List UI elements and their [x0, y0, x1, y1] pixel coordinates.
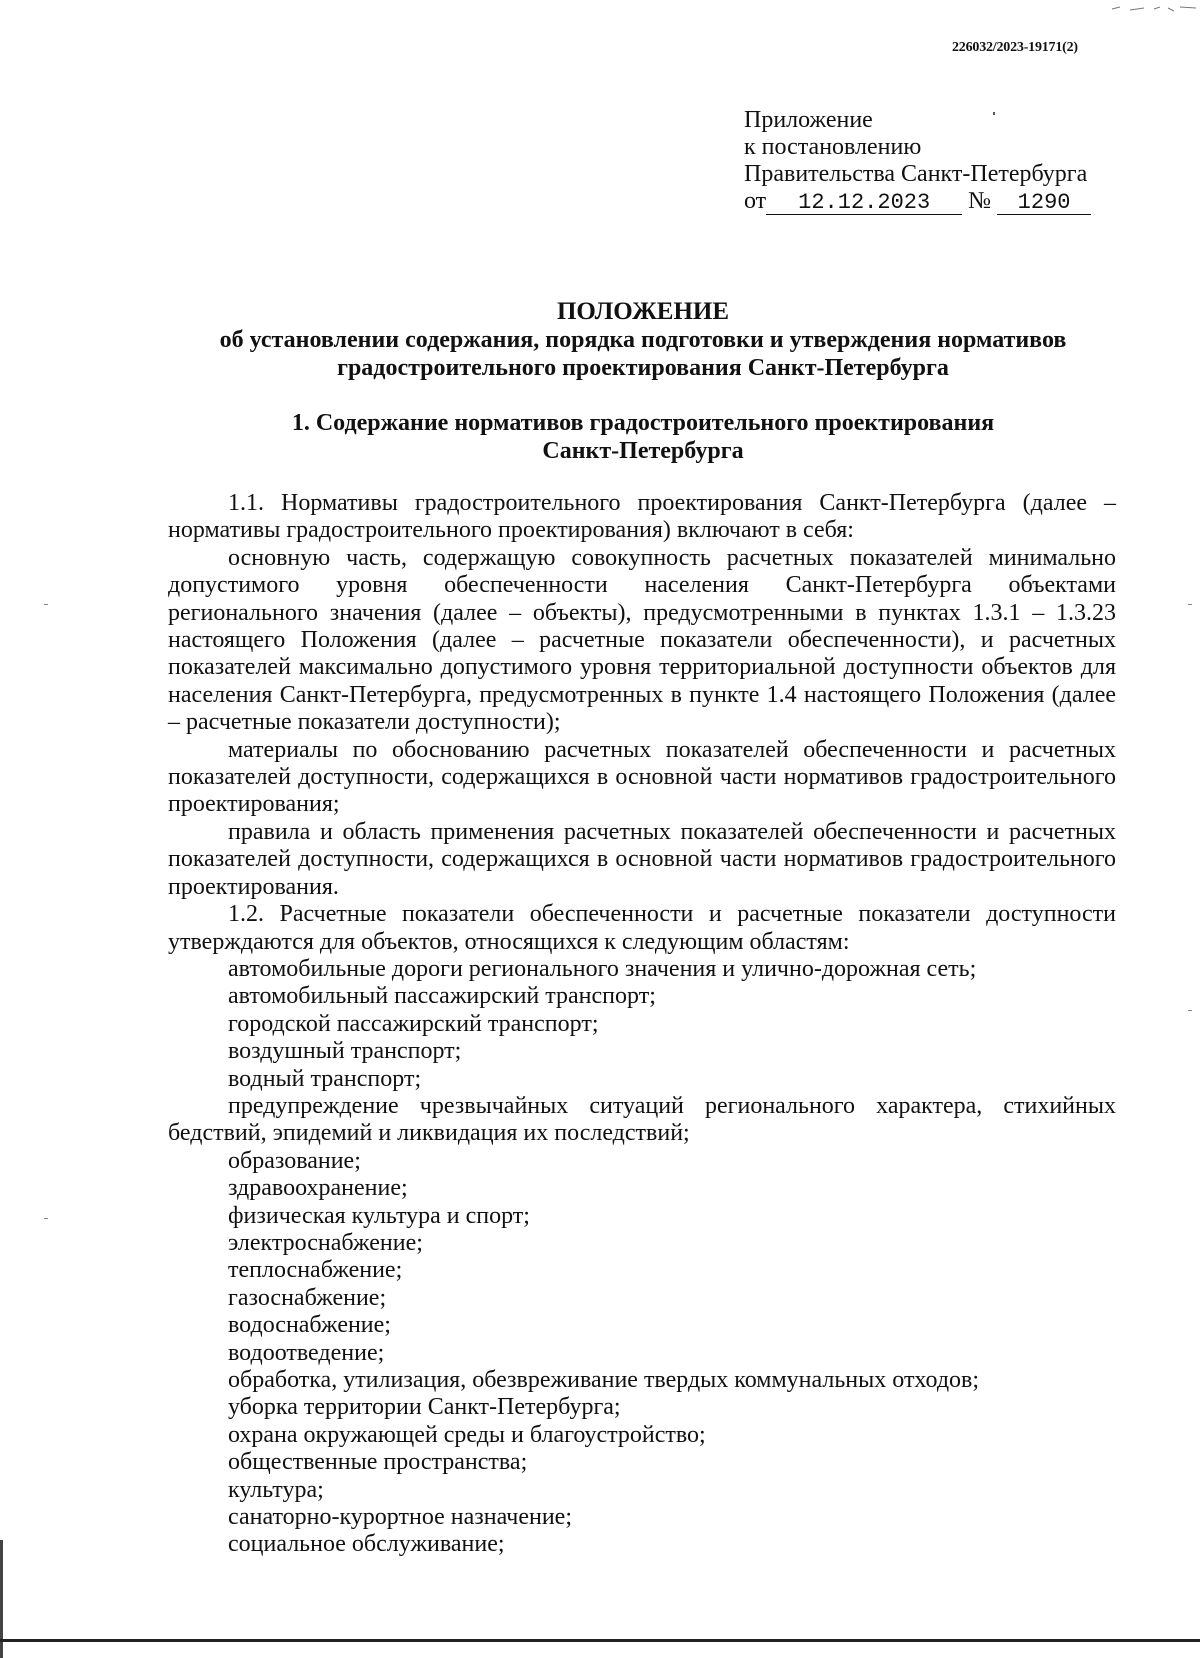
list-item: общественные пространства; — [228, 1449, 528, 1476]
paragraph-main-part: основную часть, содержащую совокупность расчетных показателей минимально допустимого уровня обеспеченности населения Санкт-Петербурга объектами регионального значения (далее – объекты), предусмотренными в пунктах 1.3.1 – 1.3.23 настоящего Положения (далее – расчетные показатели обеспеченности), и расчетных показателей максимально допустимого уровня территориальной доступности объектов для населения Санкт-Петербурга, предусмотренных в пункте 1.4 настоящего Положения (далее – расчетные показатели доступности); — [168, 544, 1116, 736]
scan-margin-mark — [44, 1218, 48, 1219]
list-item: охрана окружающей среды и благоустройство; — [228, 1421, 706, 1448]
appendix-line-1: Приложение — [744, 107, 873, 133]
document-registration-number: 226032/2023-19171(2) — [952, 40, 1078, 55]
list-item: воздушный транспорт; — [228, 1038, 462, 1065]
scan-margin-mark — [44, 604, 48, 605]
list-item: городской пассажирский транспорт; — [228, 1010, 599, 1037]
appendix-line-2: к постановлению — [744, 134, 922, 160]
paragraph-1-2: 1.2. Расчетные показатели обеспеченности и расчетные показатели доступности утверждаются для объектов, относящихся к следующим областям: — [168, 901, 1116, 955]
list-item: обработка, утилизация, обезвреживание твердых коммунальных отходов; — [228, 1367, 980, 1393]
list-item: электроснабжение; — [228, 1229, 423, 1256]
appendix-block — [744, 107, 1104, 215]
list-item: социальное обслуживание; — [228, 1531, 505, 1558]
scan-corner-smudge — [1110, 0, 1200, 8]
section-1-heading-line-2: Санкт-Петербурга — [542, 438, 744, 464]
scan-margin-mark — [1188, 604, 1192, 605]
section-1-heading-line-1: 1. Содержание нормативов градостроительного проектирования — [291, 410, 995, 436]
appendix-date-line — [744, 188, 1104, 215]
resolution-number: 1290 — [997, 191, 1091, 215]
list-item: газоснабжение; — [228, 1284, 387, 1311]
list-item: водоотведение; — [228, 1339, 385, 1366]
section-1-heading — [168, 409, 1118, 465]
document-title: ПОЛОЖЕНИЕ — [556, 298, 730, 325]
list-item: водный транспорт; — [228, 1065, 422, 1092]
list-item: водоснабжение; — [228, 1312, 391, 1339]
paragraph-1-1: 1.1. Нормативы градостроительного проектирования Санкт-Петербурга (далее – нормативы градостроительного проектирования) включают в себя: — [168, 490, 1116, 544]
document-body — [168, 490, 1116, 1559]
list-item: санаторно-курортное назначение; — [228, 1504, 573, 1531]
list-item: образование; — [228, 1147, 361, 1174]
scan-bottom-edge — [0, 1639, 1200, 1642]
date-prefix: от — [744, 188, 767, 214]
list-item: физическая культура и спорт; — [228, 1202, 530, 1229]
list-item: культура; — [228, 1476, 324, 1503]
resolution-date: 12.12.2023 — [766, 191, 962, 215]
list-item: теплоснабжение; — [228, 1257, 403, 1284]
scan-margin-mark — [1188, 1010, 1192, 1011]
document-subtitle-line-2: градостроительного проектирования Санкт-Петербурга — [337, 355, 949, 381]
document-title-block — [168, 298, 1118, 382]
number-sign: № — [968, 188, 992, 214]
list-item: автомобильные дороги регионального значения и улично-дорожная сеть; — [228, 955, 977, 982]
list-item: уборка территории Санкт-Петербурга; — [228, 1394, 621, 1421]
list-item: здравоохранение; — [228, 1175, 408, 1202]
document-subtitle-line-1: об установлении содержания, порядка подготовки и утверждения нормативов — [219, 327, 1067, 353]
list-item: автомобильный пассажирский транспорт; — [228, 983, 656, 1010]
appendix-line-3: Правительства Санкт-Петербурга — [744, 161, 1088, 187]
paragraph-materials: материалы по обоснованию расчетных показателей обеспеченности и расчетных показателей доступности, содержащихся в основной части нормативов градостроительного проектирования; — [168, 736, 1116, 818]
list-item: предупреждение чрезвычайных ситуаций регионального характера, стихийных бедствий, эпидемий и ликвидация их последствий; — [168, 1092, 1116, 1147]
paragraph-rules: правила и область применения расчетных показателей обеспеченности и расчетных показателей доступности, содержащихся в основной части нормативов градостроительного проектирования. — [168, 818, 1116, 900]
